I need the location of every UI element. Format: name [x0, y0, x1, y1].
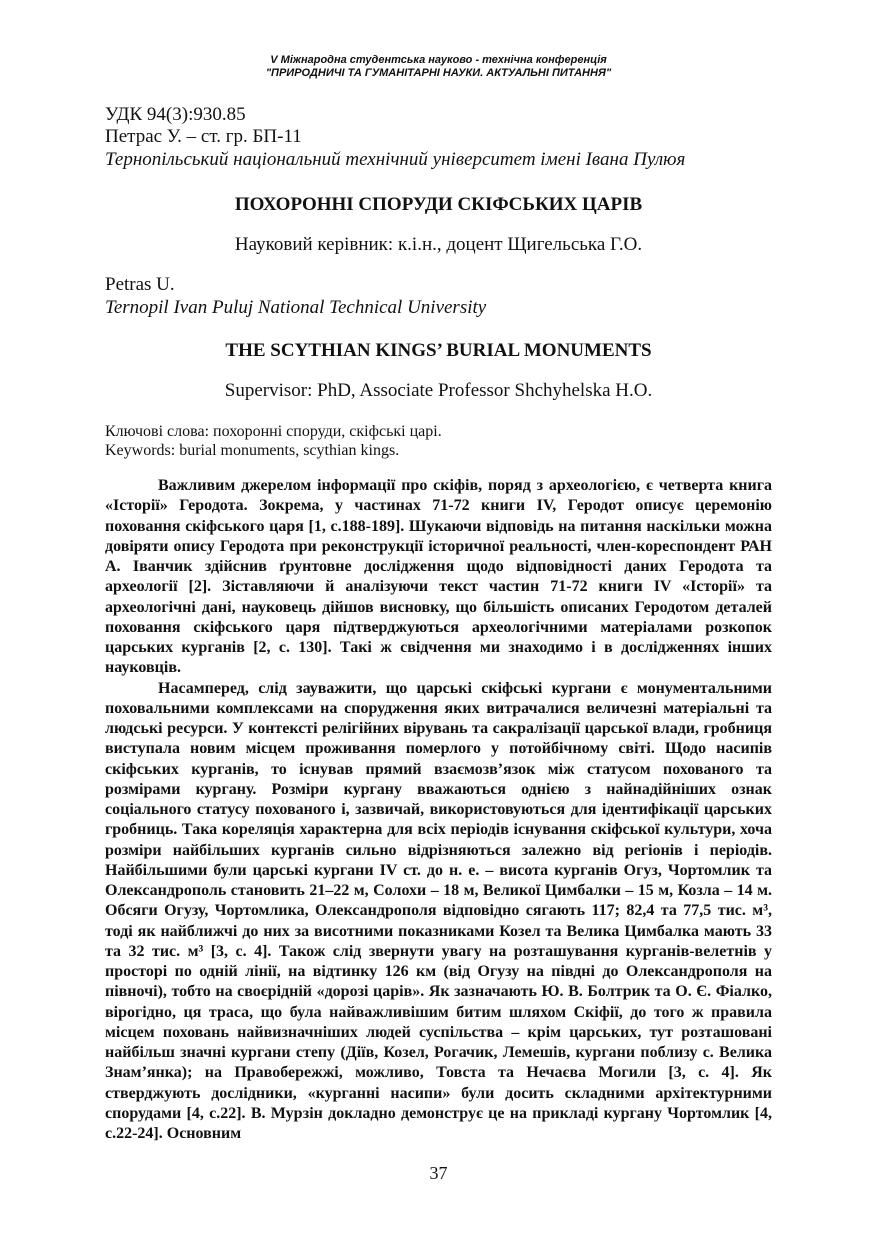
keywords-ua: Ключові слова: похоронні споруди, скіфські царі. — [105, 423, 442, 440]
author-ua: Петрас У. – ст. гр. БП-11 — [105, 126, 302, 147]
paragraph: Важливим джерелом інформації про скіфів, поряд з археологією, є четверта книга «Історії» Геродота. Зокрема, у частинах 71-72 книги IV, Геродот описує церемонію поховання скіфського царя [1, с.188-189]. Шукаючи відповідь на питання наскільки можна довіряти опису Геродота при реконструкції історичної реальності, член-кореспондент РАН А. Іванчик здійснив ґрунтовне дослідження щодо відповідності даних Геродота та археології [2]. Зіставляючи й аналізуючи текст частин 71-72 книги IV «Історії» та археологічні дані, науковець дійшов висновку, що більшість описаних Геродотом деталей поховання скіфського царя підтверджуються археологічними матеріалами розкопок царських курганів [2, с. 130]. Такі ж свідчення ми знаходимо і в дослідженнях інших науковців. — [105, 477, 772, 677]
affiliation-en: Ternopil Ivan Puluj National Technical University — [105, 297, 487, 318]
page-number: 37 — [429, 1163, 448, 1183]
paragraph: Насамперед, слід зауважити, що царські скіфські кургани є монументальними поховальними комплексами на спорудження яких витрачалися величезні матеріальні та людські ресурси. У контексті релігійних вірувань та сакралізації царської влади, гробниця виступала новим місцем проживання померлого у потойбічному світі. Щодо насипів скіфських курганів, то існував прямий взаємозв’язок між статусом похованого та розмірами кургану. Розміри кургану вважаються однією з найнадійніших ознак соціального статусу похованого і, зазвичай, використовуються для ідентифікації царських гробниць. Така кореляція характерна для всіх періодів існування скіфської культури, хоча розміри найбільших курганів сильно відрізняються залежно від регіонів і періодів. Найбільшими були царські кургани IV ст. до н. е. – висота курганів Огуз, Чортомлик та Олександрополь становить 21–22 м, Солохи – 18 м, Великої Цимбалки – 15 м, Козла – 14 м. Обсяги Огузу, Чортомлика, Олександрополя відповідно сягають 117; 82,4 та 77,5 тис. м³, тоді як найближчі до них за висотними показниками Козел та Велика Цимбалка мають 33 та 32 тис. м³ [3, с. 4]. Також слід звернути увагу на розташування курганів-велетнів у просторі по одній лінії, на відтинку 126 км (від Огузу на півдні до Олександрополя на півночі), тобто на своєрідній «дорозі царів». Як зазначають Ю. В. Болтрик та О. Є. Фіалко, вірогідно, ця траса, що була найважливішим битим шляхом Скіфії, до того ж правила місцем поховань найвизначніших людей суспільства – крім царських, тут розташовані найбільш значні кургани степу (Діїв, Козел, Рогачик, Лемешів, кургани поблизу с. Велика Знам’янка); на Правобережжі, можливо, Товста та Нечаєва Могили [3, с. 4]. Як стверджують дослідники, «курганні насипи» були досить складними архітектурними спорудами [4, с.22]. В. Мурзін докладно демонструє це на прикладі кургану Чортомлик [4, с.22-24]. Основним — [105, 679, 772, 1142]
title-ua: ПОХОРОННІ СПОРУДИ СКІФСЬКИХ ЦАРІВ — [234, 194, 643, 215]
author-en: Petras U. — [105, 274, 175, 295]
title-en: THE SCYTHIAN KINGS’ BURIAL MONUMENTS — [225, 340, 652, 361]
supervisor-en: Supervisor: PhD, Associate Professor Shchyhelska H.O. — [224, 380, 653, 401]
conference-header-line-2: "ПРИРОДНИЧІ ТА ГУМАНІТАРНІ НАУКИ. АКТУАЛЬНІ ПИТАННЯ" — [265, 67, 612, 79]
supervisor-ua: Науковий керівник: к.і.н., доцент Щигельська Г.О. — [234, 234, 643, 255]
affiliation-ua: Тернопільський національний технічний університет імені Івана Пулюя — [105, 149, 686, 170]
conference-header — [0, 54, 877, 80]
keywords-en: Keywords: burial monuments, scythian kings. — [105, 442, 400, 459]
conference-header-line-1: V Міжнародна студентська науково - технічна конференція — [270, 54, 607, 66]
body-text — [105, 476, 772, 1144]
udc-code: УДК 94(3):930.85 — [105, 104, 246, 125]
